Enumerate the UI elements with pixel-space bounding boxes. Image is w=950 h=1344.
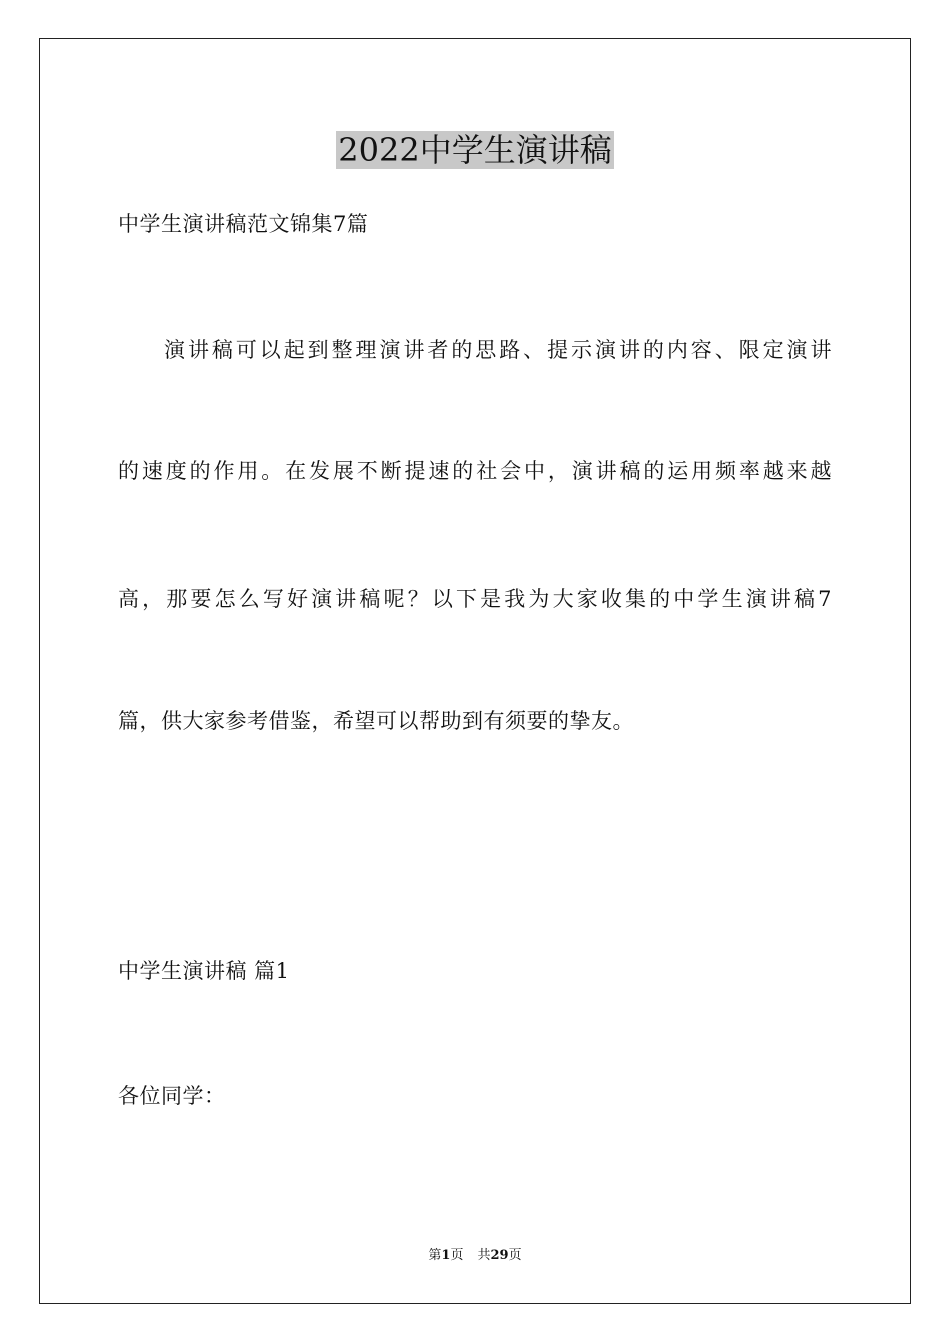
footer-total-suffix: 页 (508, 1248, 522, 1263)
intro-line-4: 篇，供大家参考借鉴，希望可以帮助到有须要的挚友。 (118, 709, 634, 733)
document-title-text: 2022中学生演讲稿 (338, 131, 612, 169)
footer-total-prefix: 共 (477, 1248, 491, 1263)
document-subtitle: 中学生演讲稿范文锦集7篇 (118, 212, 369, 236)
intro-line-2: 的速度的作用。在发展不断提速的社会中，演讲稿的运用频率越来越 (118, 459, 832, 483)
footer-page-number: 1 (441, 1248, 451, 1263)
footer-page-prefix: 第 (428, 1248, 442, 1263)
section-heading: 中学生演讲稿 篇1 (118, 959, 290, 983)
intro-line-1: 演讲稿可以起到整理演讲者的思路、提示演讲的内容、限定演讲 (164, 338, 832, 362)
footer-page-suffix: 页 (450, 1248, 464, 1263)
document-title (0, 128, 950, 172)
salutation: 各位同学： (118, 1084, 226, 1108)
footer-total-pages: 29 (490, 1248, 509, 1263)
page-footer (0, 1247, 950, 1265)
intro-line-3: 高，那要怎么写好演讲稿呢？以下是我为大家收集的中学生演讲稿7 (118, 587, 832, 611)
